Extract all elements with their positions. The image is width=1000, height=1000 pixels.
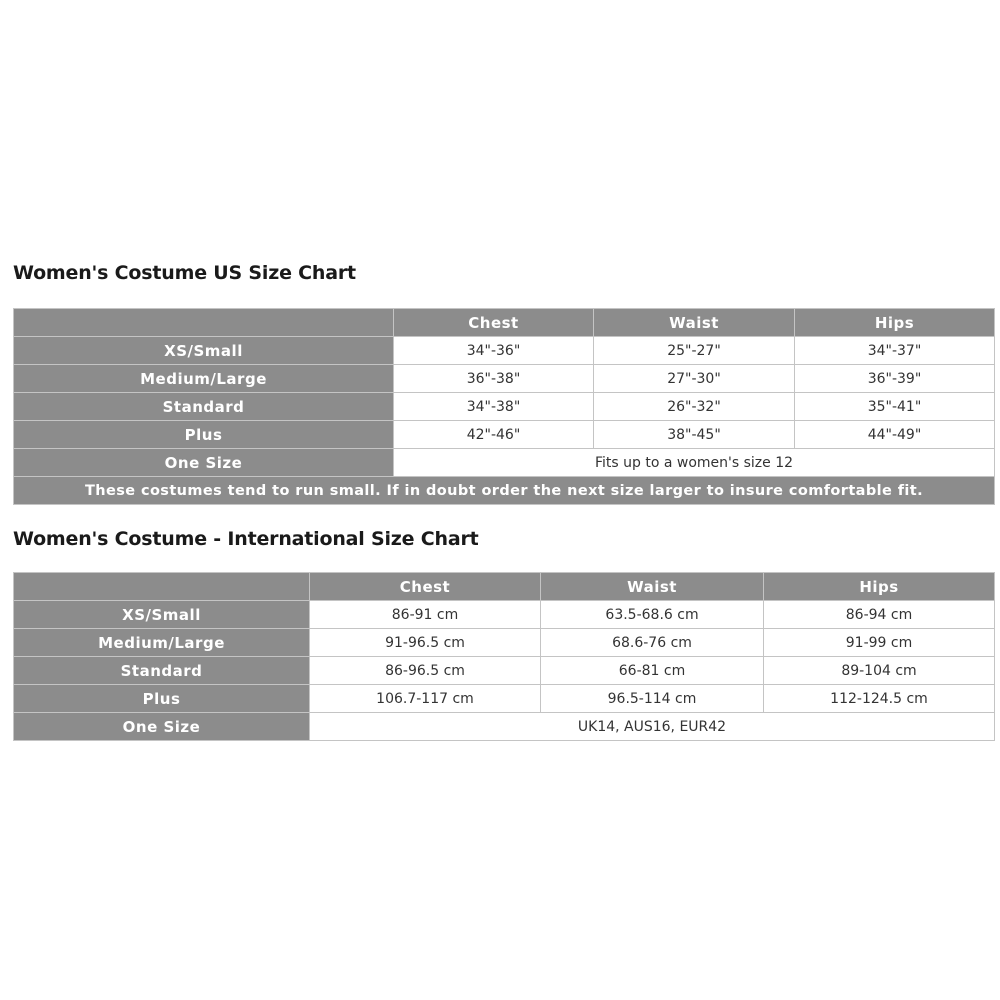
table-header-row	[14, 573, 995, 601]
row-header-size: Medium/Large	[14, 365, 394, 393]
table-row	[14, 685, 995, 713]
cell-chest: 86-96.5 cm	[310, 657, 541, 685]
column-header-waist: Waist	[594, 309, 795, 337]
cell-waist: 25"-27"	[594, 337, 795, 365]
cell-hips: 86-94 cm	[764, 601, 995, 629]
cell-hips: 112-124.5 cm	[764, 685, 995, 713]
cell-hips: 44"-49"	[795, 421, 995, 449]
cell-chest: 34"-36"	[394, 337, 594, 365]
row-header-size: Standard	[14, 393, 394, 421]
us-size-chart-title: Women's Costume US Size Chart	[13, 262, 356, 284]
table-row	[14, 393, 995, 421]
table-row	[14, 421, 995, 449]
cell-chest: 36"-38"	[394, 365, 594, 393]
cell-waist: 63.5-68.6 cm	[541, 601, 764, 629]
table-row	[14, 657, 995, 685]
row-header-size: Plus	[14, 685, 310, 713]
international-size-chart-table	[13, 572, 995, 741]
row-header-size: Standard	[14, 657, 310, 685]
us-size-chart-table	[13, 308, 995, 505]
header-corner-cell	[14, 573, 310, 601]
cell-chest: 91-96.5 cm	[310, 629, 541, 657]
column-header-hips: Hips	[764, 573, 995, 601]
column-header-chest: Chest	[394, 309, 594, 337]
table-row	[14, 629, 995, 657]
table-row-one-size	[14, 713, 995, 741]
cell-waist: 27"-30"	[594, 365, 795, 393]
row-header-one-size: One Size	[14, 449, 394, 477]
cell-hips: 91-99 cm	[764, 629, 995, 657]
table-row-note	[14, 477, 995, 505]
cell-waist: 26"-32"	[594, 393, 795, 421]
table-row	[14, 337, 995, 365]
cell-waist: 68.6-76 cm	[541, 629, 764, 657]
sizing-note: These costumes tend to run small. If in doubt order the next size larger to insure comfortable fit.	[14, 477, 995, 505]
column-header-waist: Waist	[541, 573, 764, 601]
table-row	[14, 365, 995, 393]
international-size-chart-title: Women's Costume - International Size Chart	[13, 528, 479, 550]
cell-one-size-value: Fits up to a women's size 12	[394, 449, 995, 477]
table-row-one-size	[14, 449, 995, 477]
cell-waist: 66-81 cm	[541, 657, 764, 685]
cell-hips: 36"-39"	[795, 365, 995, 393]
row-header-size: Plus	[14, 421, 394, 449]
cell-chest: 34"-38"	[394, 393, 594, 421]
column-header-chest: Chest	[310, 573, 541, 601]
cell-hips: 34"-37"	[795, 337, 995, 365]
row-header-one-size: One Size	[14, 713, 310, 741]
cell-hips: 35"-41"	[795, 393, 995, 421]
table-row	[14, 601, 995, 629]
row-header-size: XS/Small	[14, 601, 310, 629]
column-header-hips: Hips	[795, 309, 995, 337]
cell-waist: 96.5-114 cm	[541, 685, 764, 713]
cell-chest: 86-91 cm	[310, 601, 541, 629]
header-corner-cell	[14, 309, 394, 337]
cell-chest: 106.7-117 cm	[310, 685, 541, 713]
cell-chest: 42"-46"	[394, 421, 594, 449]
cell-hips: 89-104 cm	[764, 657, 995, 685]
row-header-size: Medium/Large	[14, 629, 310, 657]
row-header-size: XS/Small	[14, 337, 394, 365]
cell-waist: 38"-45"	[594, 421, 795, 449]
table-header-row	[14, 309, 995, 337]
cell-one-size-value: UK14, AUS16, EUR42	[310, 713, 995, 741]
